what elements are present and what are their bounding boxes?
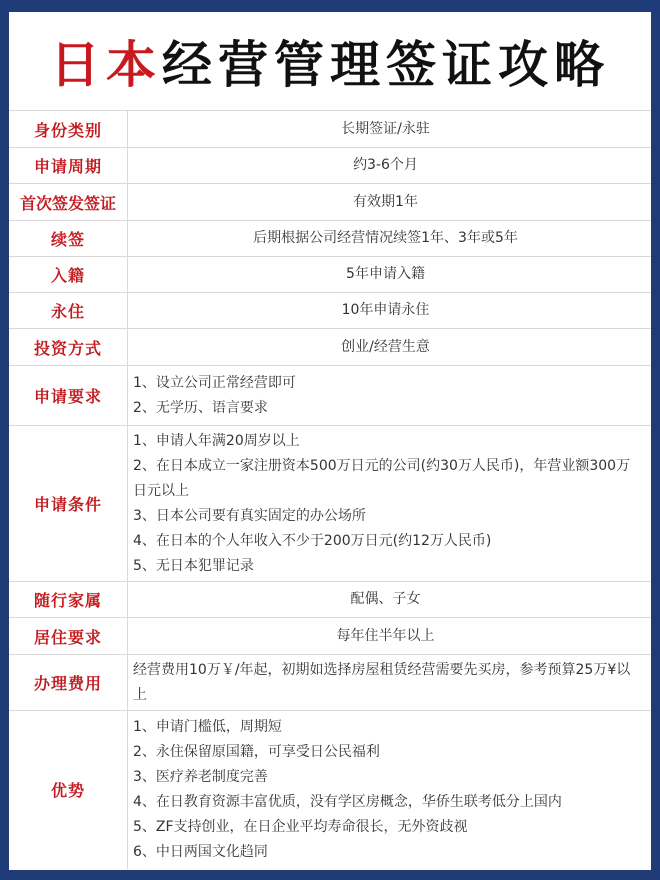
- table-row: [9, 293, 651, 329]
- table-row: [9, 148, 651, 184]
- list-item: 2、无学历、语言要求: [133, 399, 268, 416]
- table-row: [9, 184, 651, 221]
- row-label: 申请条件: [9, 426, 128, 582]
- list-item: 4、在日本的个人年收入不少于200万日元(约12万人民币): [133, 532, 492, 549]
- list-item: 经营费用10万￥/年起，初期如选择房屋租赁经营需要先买房，参考预算25万¥以上: [133, 661, 631, 703]
- list-item: 4、在日教育资源丰富优质，没有学区房概念，华侨生联考低分上国内: [133, 793, 562, 810]
- row-label: 办理费用: [9, 655, 128, 711]
- table-row: [9, 366, 651, 426]
- list-item: 3、日本公司要有真实固定的办公场所: [133, 507, 366, 524]
- row-value-list: [128, 655, 652, 711]
- row-label: 身份类别: [9, 111, 128, 148]
- row-label: 居住要求: [9, 618, 128, 655]
- page-title: [9, 12, 651, 110]
- row-label: 入籍: [9, 257, 128, 293]
- row-value: 有效期1年: [128, 184, 652, 221]
- list-item: 2、永住保留原国籍，可享受日公民福利: [133, 743, 380, 760]
- list-item: 1、申请门槛低，周期短: [133, 718, 282, 735]
- row-label: 投资方式: [9, 329, 128, 366]
- table-row: [9, 221, 651, 257]
- table-row: [9, 111, 651, 148]
- title-black-part: 经营管理签证攻略: [162, 36, 610, 94]
- visa-info-table: [9, 110, 651, 869]
- list-item: 5、ZF支持创业，在日企业平均寿命很长，无外资歧视: [133, 818, 468, 835]
- row-label: 优势: [9, 711, 128, 869]
- row-value-list: [128, 711, 652, 869]
- row-value: 10年申请永住: [128, 293, 652, 329]
- table-row: [9, 618, 651, 655]
- table-row: [9, 655, 651, 711]
- row-label: 申请要求: [9, 366, 128, 426]
- table-row: [9, 711, 651, 869]
- row-value: 长期签证/永驻: [128, 111, 652, 148]
- list-item: 2、在日本成立一家注册资本500万日元的公司(约30万人民币)，年营业额300万日元以上: [133, 457, 631, 499]
- row-value: 配偶、子女: [128, 582, 652, 618]
- title-red-part: 日本: [50, 36, 162, 94]
- row-value: 后期根据公司经营情况续签1年、3年或5年: [128, 221, 652, 257]
- list-item: 6、中日两国文化趋同: [133, 843, 268, 860]
- table-row: [9, 329, 651, 366]
- row-label: 首次签发签证: [9, 184, 128, 221]
- row-label: 随行家属: [9, 582, 128, 618]
- row-value: 创业/经营生意: [128, 329, 652, 366]
- table-row: [9, 426, 651, 582]
- row-value: 5年申请入籍: [128, 257, 652, 293]
- row-label: 续签: [9, 221, 128, 257]
- row-label: 永住: [9, 293, 128, 329]
- row-value-list: [128, 426, 652, 582]
- table-row: [9, 582, 651, 618]
- row-label: 申请周期: [9, 148, 128, 184]
- list-item: 1、设立公司正常经营即可: [133, 374, 296, 391]
- table-row: [9, 257, 651, 293]
- list-item: 5、无日本犯罪记录: [133, 557, 254, 574]
- poster-frame: [9, 12, 651, 870]
- row-value-list: [128, 366, 652, 426]
- list-item: 1、申请人年满20周岁以上: [133, 432, 300, 449]
- row-value: 每年住半年以上: [128, 618, 652, 655]
- list-item: 3、医疗养老制度完善: [133, 768, 268, 785]
- row-value: 约3-6个月: [128, 148, 652, 184]
